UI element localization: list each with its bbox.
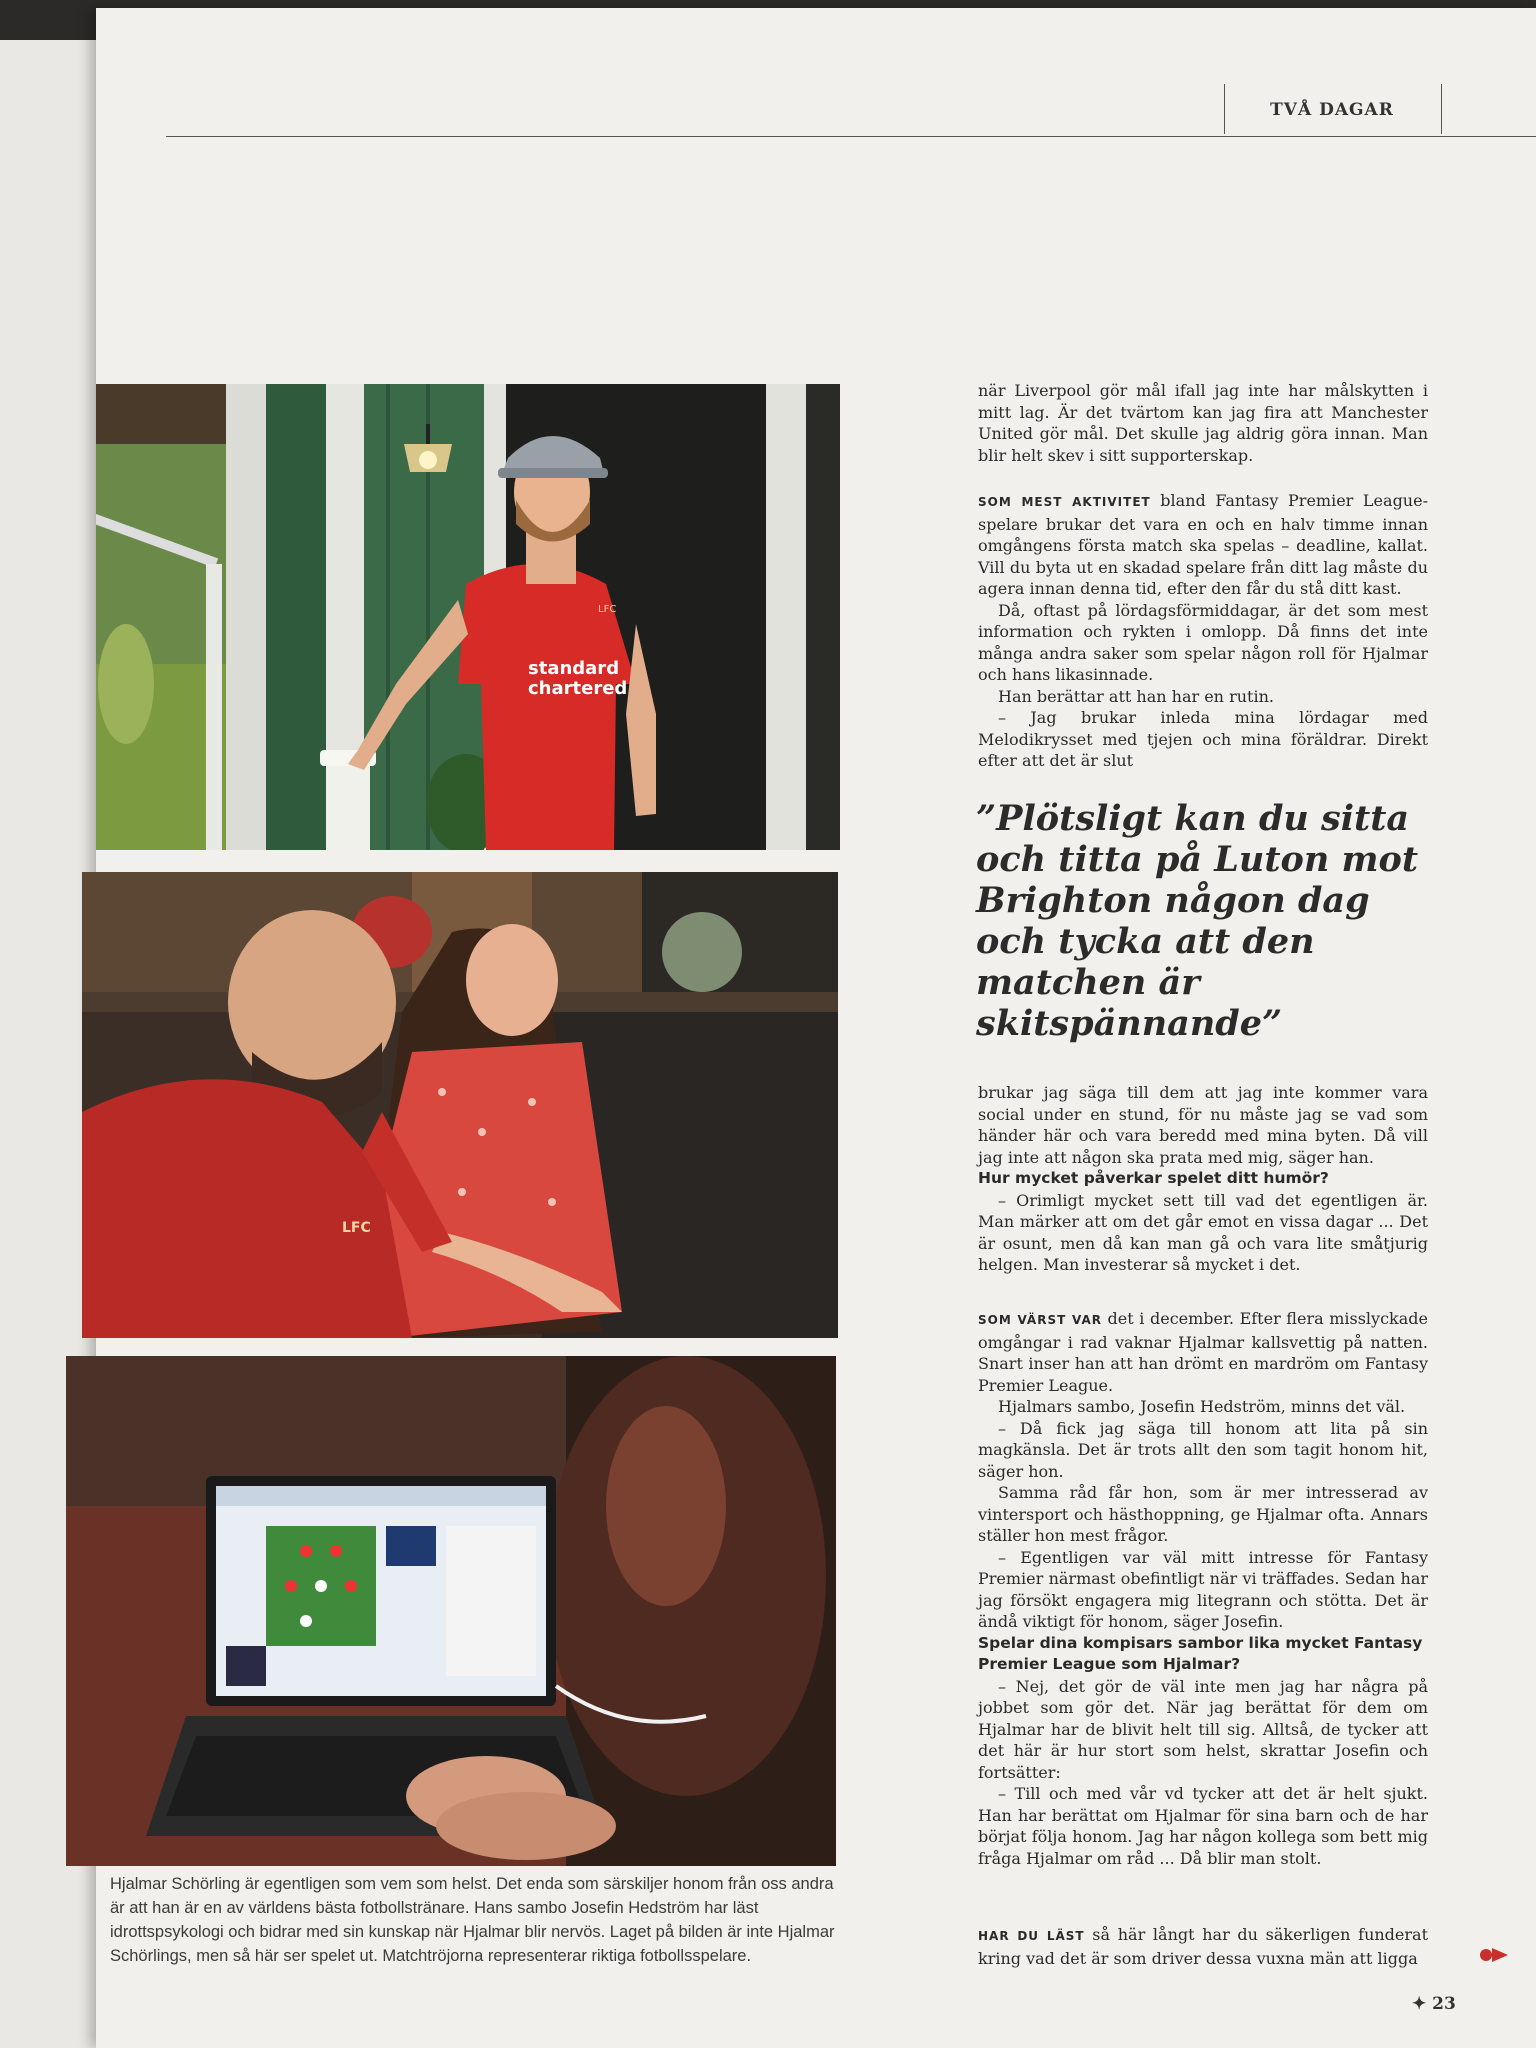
article-column-section-4 [978,1308,1428,1869]
lead-text: det i december. Efter flera misslyckade omgångar i rad vaknar Hjalmar kallsvettig på natten. Snart inser han att han drömt en mardröm om Fantasy Premier League. [978,1309,1428,1395]
paragraph: Hjalmars sambo, Josefin Hedström, minns det väl. [998,1397,1406,1416]
article-column-top [978,380,1428,466]
svg-text:LFC: LFC [342,1220,371,1236]
photo-caption: Hjalmar Schörling är egentligen som vem som helst. Det enda som särskiljer honom från oss andra är att han är en av världens bästa fotbollstränare. Hans sambo Josefin Hedström har läst idrottspsykologi och bidrar med sin kunskap när Hjalmar blir nervös. Laget på bilden är inte Hjalmar Schörlings, men så här ser spelet ut. Matchtröjorna representerar riktiga fotbollsspelare. [110,1875,835,1965]
paragraph-lead [978,1924,1428,1969]
interview-question: Spelar dina kompisars sambor lika mycket Fantasy Premier League som Hjalmar? [978,1633,1423,1673]
paragraph: Han berättar att han har en rutin. [998,686,1274,706]
paragraph: när Liverpool gör mål ifall jag inte har målskytten i mitt lag. Är det tvärtom kan jag fira att Manchester United gör mål. Det skulle jag aldrig göra innan. Man blir helt skev i sitt supporterskap. [978,381,1428,465]
paragraph: – Nej, det gör de väl inte men jag har några på jobbet som gör det. När jag berättat för dem om Hjalmar har de blivit helt till sig. Alltså, de tycker att det här är hur stort som helst, skrattar Josefin och fortsätter: [978,1676,1428,1782]
article-column-section-3 [978,1082,1428,1276]
photo-laptop [66,1356,836,1866]
paragraph: – Jag brukar inleda mina lördagar med Melodikrysset med tjejen och mina föräldrar. Direkt efter att det är slut [978,708,1428,770]
section-kicker: TVÅ DAGAR [1270,100,1394,120]
interview-question: Hur mycket påverkar spelet ditt humör? [978,1169,1329,1187]
paragraph: – Då fick jag säga till honom att lita på sin magkänsla. Det är trots allt den som tagit honom hit, säger hon. [978,1418,1428,1481]
svg-text:LFC: LFC [598,604,617,615]
lead-in: SOM VÄRST VAR [978,1313,1102,1327]
magazine-page [96,8,1536,2048]
paragraph-lead [978,490,1428,600]
photo-porch [96,384,840,850]
article-column-section-5 [978,1924,1428,1969]
paragraph: – Egentligen var väl mitt intresse för Fantasy Premier närmast obefintligt när vi träffades. Sedan har jag försökt engagera mig litegrann och stötta. Det är ändå viktigt för honom, säger Josefin. [978,1547,1428,1631]
paragraph: – Till och med vår vd tycker att det är helt sjukt. Han har berättat om Hjalmar för sina barn och de har börjat följa honom. Jag har någon kollega som bett mig fråga Hjalmar om råd ... Då blir man stolt. [978,1784,1428,1868]
paragraph: – Orimligt mycket sett till vad det egentligen är. Man märker att om det går emot en vissa dagar ... Det är osunt, men då kan man gå och vara lite småtjurig helgen. Man investerar så mycket i det. [978,1190,1428,1274]
lead-text: så här långt har du säkerligen funderat kring vad det är som driver dessa vuxna män att ligga [978,1925,1429,1968]
paragraph-lead [978,1308,1428,1396]
photo-couple [82,872,838,1338]
pull-quote: ”Plötsligt kan du sitta och titta på Luton mot Brighton någon dag och tycka att den matchen är skitspännande” [976,798,1419,1044]
lead-in: HAR DU LÄST [978,1929,1085,1943]
continue-arrow-icon [1478,1944,1512,1966]
paragraph: Samma råd får hon, som är mer intresserad av vintersport och hästhoppning, ge Hjalmar ofta. Annars ställer hon mest frågor. [978,1483,1428,1545]
header-rule [166,136,1536,137]
page-number: ✦ 23 [1412,1994,1456,2014]
lead-in: SOM MEST AKTIVITET [978,495,1151,509]
lead-text: bland Fantasy Premier League-spelare brukar det vara en och en halv timme innan omgångens första match ska spelas – deadline, kallat. Vill du byta ut en skadad spelare från ditt lag måste du agera innan denna tid, efter den får du stå ditt kast. [978,491,1428,598]
paragraph: Då, oftast på lördagsförmiddagar, är det som mest information och rykten i omlopp. Då finns det inte många andra saker som spelar någon roll för Hjalmar och hans likasinnade. [978,600,1428,684]
svg-text:chartered: chartered [528,678,628,699]
article-column-section-2 [978,490,1428,772]
svg-text:standard: standard [528,658,620,679]
paragraph: brukar jag säga till dem att jag inte kommer vara social under en stund, för nu måste jag se vad som händer här och vara beredd med mina byten. Då vill jag inte att någon ska prata med mig, säger han. [978,1083,1428,1167]
